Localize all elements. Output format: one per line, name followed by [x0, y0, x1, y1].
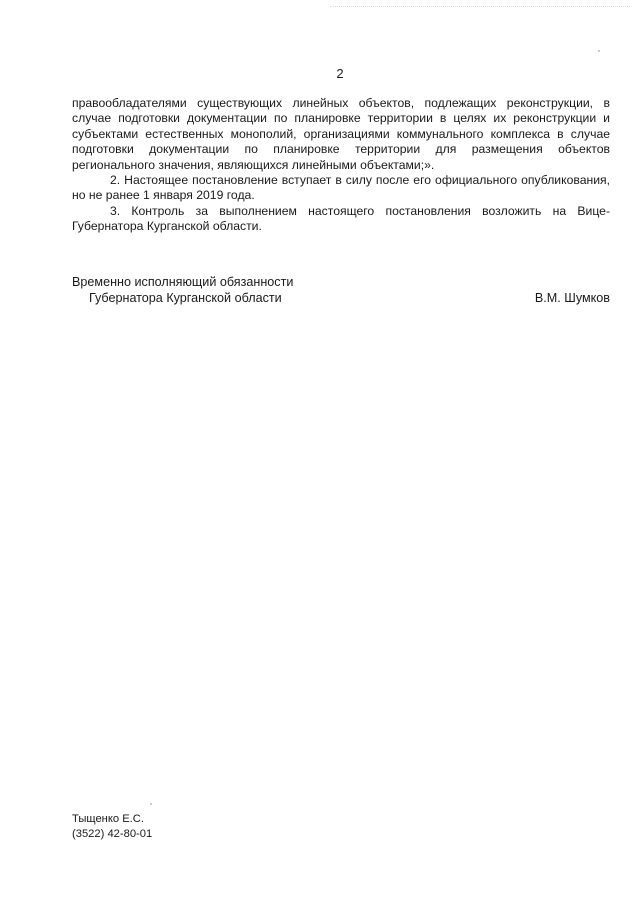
signatory-position-line2-text: Губернатора Курганской области [89, 290, 282, 305]
signatory-position-line1: Временно исполняющий обязанности [72, 275, 294, 289]
signature-block [72, 275, 610, 306]
executor-name: Тыщенко Е.С. [72, 813, 144, 825]
document-body [72, 96, 610, 235]
paragraph-control: 3. Контроль за выполнением настоящего постановления возложить на Вице-Губернатора Курганской области. [72, 203, 610, 234]
executor-phone: (3522) 42-80-01 [72, 828, 153, 840]
page-number: 2 [336, 66, 344, 81]
scan-artifact-line [330, 6, 630, 10]
paragraph-continuation: правообладателями существующих линейных объектов, подлежащих реконструкции, в случае подготовки документации по планировке территории в целях их реконструкции и субъектами естественных монополий, организациями коммунального комплекса в случае подготовки документации по планировке территории для размещения объектов регионального значения, являющихся линейными объектами;». [72, 96, 610, 172]
signatory-name: В.М. Шумков [534, 290, 610, 305]
scan-speck [150, 803, 152, 805]
paragraph-effective-date: 2. Настоящее постановление вступает в силу после его официального опубликования, но не ранее 1 января 2019 года. [72, 173, 610, 203]
executor-info [72, 812, 152, 842]
signatory-position-line2 [72, 291, 610, 307]
scan-speck [598, 50, 600, 52]
